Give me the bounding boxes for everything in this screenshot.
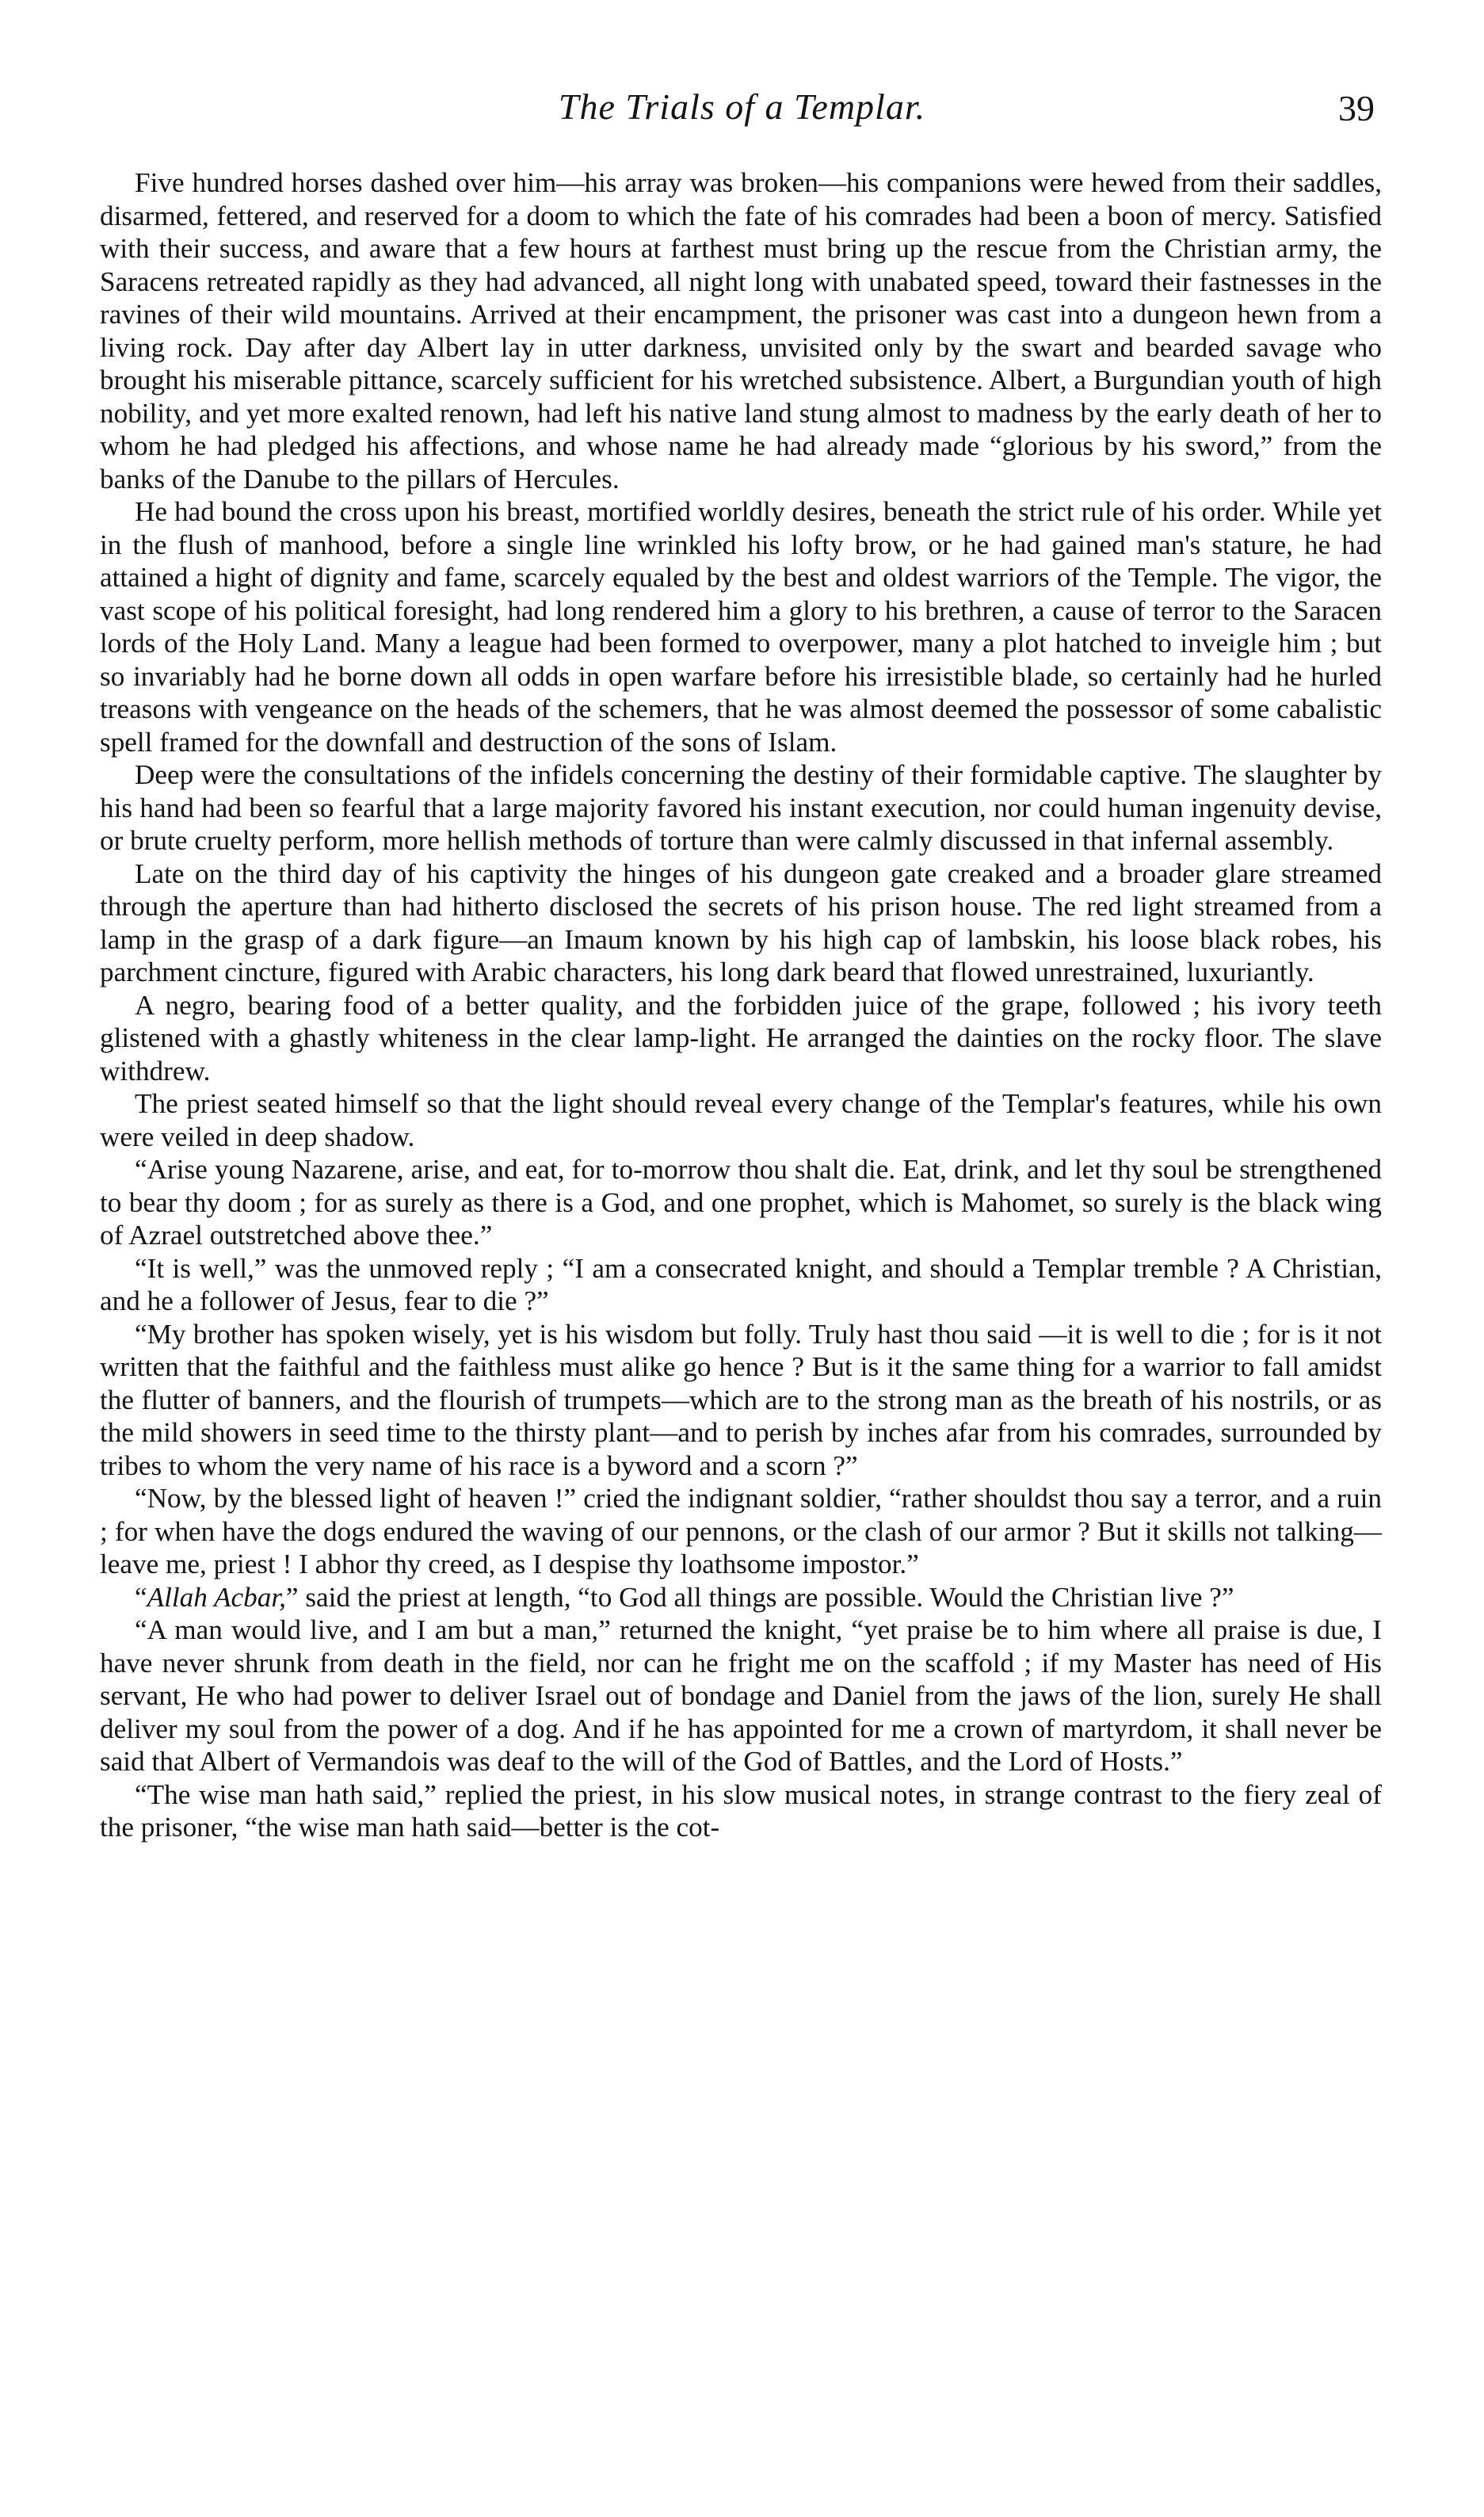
paragraph: Deep were the consultations of the infidels concerning the destiny of their formidable captive. The slaughter by his hand had been so fearful that a large majority favored his instant execution, nor could human ingenuity devise, or brute cruelty perform, more hellish methods of torture than were calmly discussed in that infernal assembly.: [100, 759, 1382, 856]
page-header: [103, 86, 1381, 149]
italic-phrase: Allah Acbar,: [147, 1581, 286, 1613]
paragraph: “The wise man hath said,” replied the priest, in his slow musical notes, in strange contrast to the fiery zeal of the prisoner, “the wise man hath said—better is the cot-: [100, 1778, 1382, 1843]
paragraph: “My brother has spoken wisely, yet is his wisdom but folly. Truly hast thou said —it is well to die ; for is it not written that the faithful and the faithless must alike go hence ? But is it the same thing for a warrior to fall amidst the flutter of banners, and the flourish of trumpets—which are to the strong man as the breath of his nostrils, or as the mild showers in seed time to the thirsty plant—and to perish by inches afar from his comrades, surrounded by tribes to whom the very name of his race is a byword and a scorn ?”: [100, 1318, 1382, 1481]
paragraph: The priest seated himself so that the light should reveal every change of the Templar's features, while his own were veiled in deep shadow.: [100, 1088, 1382, 1152]
paragraph: He had bound the cross upon his breast, mortified worldly desires, beneath the strict rule of his order. While yet in the flush of manhood, before a single line wrinkled his lofty brow, or he had gained man's stature, he had attained a hight of dignity and fame, scarcely equaled by the best and oldest warriors of the Temple. The vigor, the vast scope of his political foresight, had long rendered him a glory to his brethren, a cause of terror to the Saracen lords of the Holy Land. Many a league had been formed to overpower, many a plot hatched to inveigle him ; but so invariably had he borne down all odds in open warfare before his irresistible blade, so certainly had he hurled treasons with vengeance on the heads of the schemers, that he was almost deemed the possessor of some cabalistic spell framed for the downfall and destruction of the sons of Islam.: [100, 496, 1382, 758]
paragraph: Late on the third day of his captivity the hinges of his dungeon gate creaked and a broader glare streamed through the aperture than had hitherto disclosed the secrets of his prison house. The red light streamed from a lamp in the grasp of a dark figure—an Imaum known by his high cap of lambskin, his loose black robes, his parchment cincture, figured with Arabic characters, his long dark beard that flowed unrestrained, luxuriantly.: [100, 857, 1382, 987]
body-text: [100, 166, 1382, 1844]
paragraph: “It is well,” was the unmoved reply ; “I am a consecrated knight, and should a Templar tremble ? A Christian, and he a follower of Jesus, fear to die ?”: [100, 1252, 1382, 1316]
quote-open: “: [135, 1581, 147, 1613]
paragraph: “Now, by the blessed light of heaven !” cried the indignant soldier, “rather shouldst thou say a terror, and a ruin ; for when have the dogs endured the waving of our pennons, or the clash of our armor ? But it skills not talking—leave me, priest ! I abhor thy creed, as I despise thy loathsome impostor.”: [100, 1483, 1382, 1579]
paragraph: A negro, bearing food of a better quality, and the forbidden juice of the grape, followed ; his ivory teeth glistened with a ghastly whiteness in the clear lamp-light. He arranged the dainties on the rocky floor. The slave withdrew.: [100, 989, 1382, 1087]
paragraph: [100, 1581, 1382, 1614]
page-number: 39: [1338, 88, 1375, 128]
paragraph-rest: ” said the priest at length, “to God all things are possible. Would the Christian live ?”: [285, 1581, 1234, 1613]
paragraph: “Arise young Nazarene, arise, and eat, for to-morrow thou shalt die. Eat, drink, and let thy soul be strengthened to bear thy doom ; for as surely as there is a God, and one prophet, which is Mahomet, so surely is the black wing of Azrael outstretched above thee.”: [100, 1154, 1382, 1251]
paragraph: “A man would live, and I am but a man,” returned the knight, “yet praise be to him where all praise is due, I have never shrunk from death in the field, nor can he fright me on the scaffold ; if my Master has need of His servant, He who had power to deliver Israel out of bondage and Daniel from the jaws of the lion, surely He shall deliver my soul from the power of a dog. And if he has appointed for me a crown of martyrdom, it shall never be said that Albert of Vermandois was deaf to the will of the God of Battles, and the Lord of Hosts.”: [100, 1614, 1382, 1777]
running-title: The Trials of a Templar.: [558, 86, 926, 127]
paragraph: Five hundred horses dashed over him—his array was broken—his companions were hewed from their saddles, disarmed, fettered, and reserved for a doom to which the fate of his comrades had been a boon of mercy. Satisfied with their success, and aware that a few hours at farthest must bring up the rescue from the Christian army, the Saracens retreated rapidly as they had advanced, all night long with unabated speed, toward their fastnesses in the ravines of their wild mountains. Arrived at their encampment, the prisoner was cast into a dungeon hewn from a living rock. Day after day Albert lay in utter darkness, unvisited only by the swart and bearded savage who brought his miserable pittance, scarcely sufficient for his wretched subsistence. Albert, a Burgundian youth of high nobility, and yet more exalted renown, had left his native land stung almost to madness by the early death of her to whom he had pledged his affections, and whose name he had already made “glorious by his sword,” from the banks of the Danube to the pillars of Hercules.: [100, 167, 1382, 495]
